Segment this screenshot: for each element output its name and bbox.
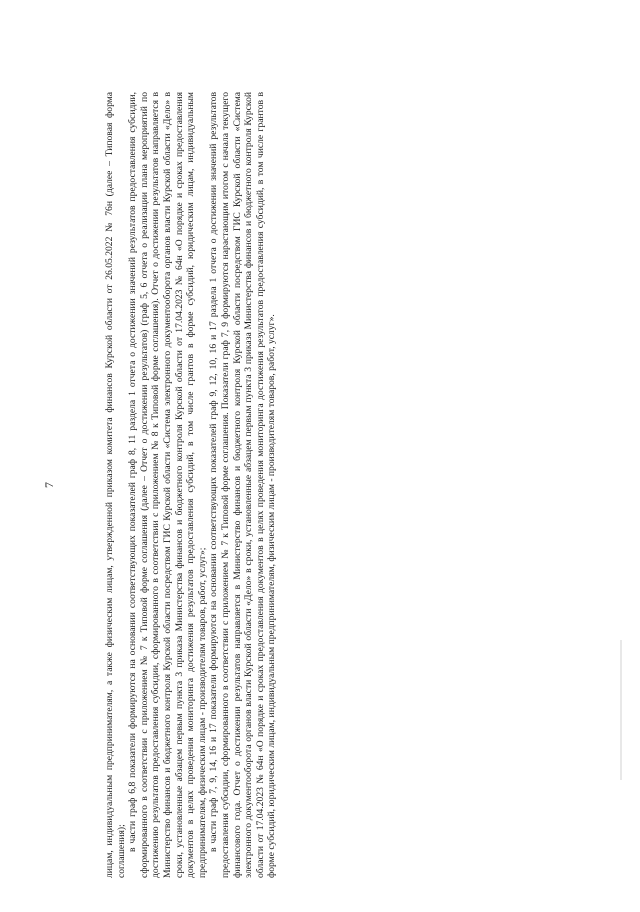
- page-number: 7: [42, 482, 56, 488]
- paragraph-columns-7-9-14-16-17: в части граф 7, 9, 14, 16 и 17 показатели формируются на основании соответствующих показателей граф 9, 12, 10, 16 и 17 раздела 1 отчета о достижении значений результатов предоставления субсидии, сформированного в соответствии с приложением № 7 к Типовой форме соглашения. Показатели граф 7, 9 формируются нарастающим итогом с начала текущего финансового года. Отчет о достижении результатов направляется в Министерство финансов и бюджетного контроля Курской области посредством ГИС Курской области «Система электронного документооборота органов власти Курской области «Дело» в сроки, установленные абзацем первым пункта 3 приказа Министерства финансов и бюджетного контроля Курской области от 17.04.2023 № 64н «О порядке и сроках предоставления документов в целях проведения мониторинга достижения результатов предоставления субсидий, в том числе грантов в форме субсидий, юридическим лицам, индивидуальным предпринимателям, физическим лицам - производителям товаров, работ, услуг».: [208, 92, 278, 878]
- rotated-content: [42, 92, 380, 878]
- scan-edge-mark: [620, 640, 622, 780]
- paragraph-continuation: лицам, индивидуальным предпринимателям, а также физическим лицам, утвержденной приказом комитета финансов Курской области от 26.05.2022 № 76н (далее – Типовая форма соглашения);: [104, 92, 127, 878]
- paragraph-columns-6-8: в части граф 6,8 показатели формируются на основании соответствующих показателей граф 8, 11 раздела 1 отчета о достижении значений результатов предоставления субсидии, сформированного в соответствии с приложением № 7 к Типовой форме соглашения (далее – Отчет о достижении результатов) (граф 5, 6 отчета о реализации плана мероприятий по достижению результатов предоставления субсидии, сформированного в соответствии с приложением № 8 к Типовой форме соглашения). Отчет о достижении результатов направляется в Министерство финансов и бюджетного контроля Курской области посредством ГИС Курской области «Система электронного документооборота органов власти Курской области «Дело» в сроки, установленные абзацем первым пункта 3 приказа Министерства финансов и бюджетного контроля Курской области от 17.04.2023 № 64н «О порядке и сроках предоставления документов в целях проведения мониторинга достижения результатов предоставления субсидий, в том числе грантов в форме субсидий, юридическим лицам, индивидуальным предпринимателям, физическим лицам - производителям товаров, работ, услуг»;: [127, 92, 208, 878]
- body-text: [104, 92, 278, 878]
